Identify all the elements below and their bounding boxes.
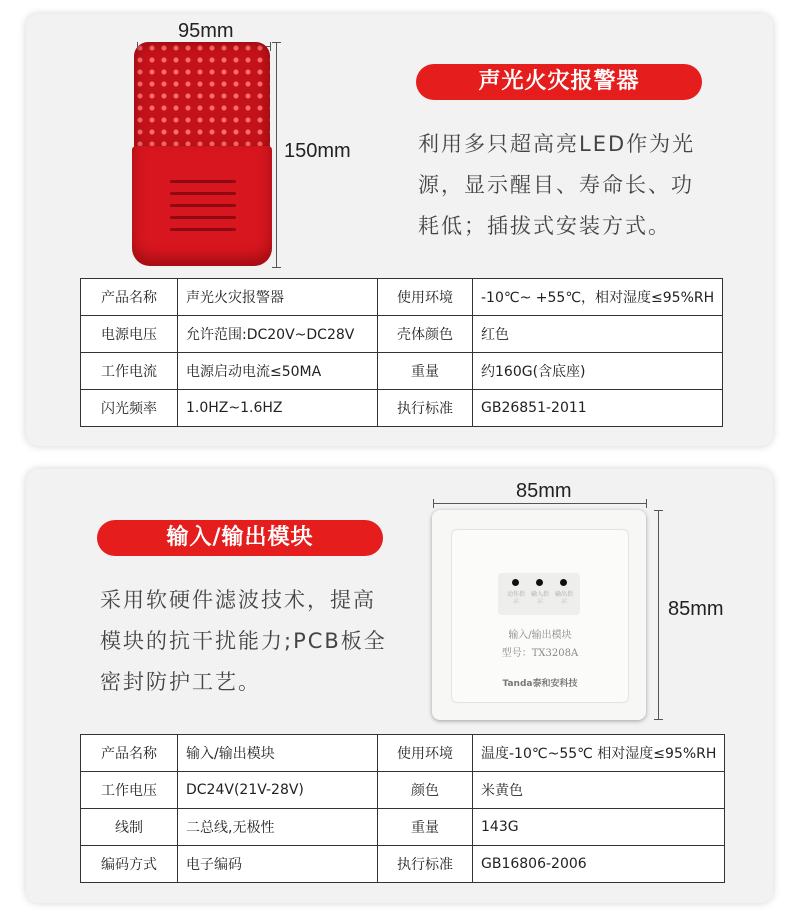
spec-table [80, 278, 723, 427]
spec-value: 温度-10℃~55℃ 相对湿度≤95%RH [473, 735, 725, 772]
table-row [81, 390, 723, 427]
dimension-tick [272, 267, 281, 268]
product-description [418, 124, 695, 247]
dimension-tick [654, 719, 663, 720]
spec-value: 二总线,无极性 [178, 809, 378, 846]
spec-table [80, 734, 725, 883]
spec-key: 电源电压 [81, 316, 178, 353]
spec-key: 执行标准 [378, 390, 473, 427]
height-dimension-line [276, 42, 277, 268]
spec-value: -10℃~ +55℃，相对湿度≤95%RH [473, 279, 723, 316]
spec-key: 使用环境 [378, 279, 473, 316]
indicator-panel [498, 573, 580, 615]
module-name-text: 输入/输出模块 [508, 630, 572, 641]
module-face [451, 529, 629, 703]
height-dimension-label: 85mm [668, 598, 724, 620]
spec-value: 允许范围:DC20V~DC28V [178, 316, 378, 353]
spec-key: 颜色 [378, 772, 473, 809]
table-row [81, 846, 725, 883]
led-label: 输出指示 [554, 591, 573, 605]
spec-value: 声光火灾报警器 [178, 279, 378, 316]
spec-key: 产品名称 [81, 735, 178, 772]
dimension-tick [646, 499, 647, 508]
spec-key: 重量 [378, 353, 473, 390]
alarm-led-lens [134, 42, 270, 150]
spec-value: 143G [473, 809, 725, 846]
spec-key: 闪光频率 [81, 390, 178, 427]
product-title-badge: 输入/输出模块 [97, 520, 383, 556]
spec-key: 编码方式 [81, 846, 178, 883]
product-title-badge: 声光火灾报警器 [416, 64, 702, 100]
table-row [81, 353, 723, 390]
spec-key: 产品名称 [81, 279, 178, 316]
led-label: 动作指示 [506, 591, 525, 605]
table-row [81, 279, 723, 316]
description-line: 采用软硬件滤波技术，提高 [100, 588, 376, 612]
spec-key: 线制 [81, 809, 178, 846]
description-line: 耗低；插拔式安装方式。 [418, 214, 671, 238]
width-dimension-label: 95mm [178, 20, 234, 42]
indicator-led [536, 579, 543, 586]
spec-key: 使用环境 [378, 735, 473, 772]
spec-key: 壳体颜色 [378, 316, 473, 353]
led-label: 输入指示 [530, 591, 549, 605]
dimension-tick [433, 499, 434, 508]
dimension-tick [272, 42, 281, 43]
module-model-text: 型号：TX3208A [501, 648, 579, 659]
height-dimension-label: 150mm [284, 140, 351, 162]
spec-key: 重量 [378, 809, 473, 846]
description-line: 密封防护工艺。 [100, 670, 261, 694]
spec-value: 电源启动电流≤50MA [178, 353, 378, 390]
alarm-device-image [132, 42, 272, 268]
spec-value: 约160G(含底座) [473, 353, 723, 390]
spec-value: 米黄色 [473, 772, 725, 809]
indicator-led [512, 579, 519, 586]
brand-logo: Tanda泰和安科技 [502, 679, 578, 689]
height-dimension-line [658, 510, 659, 720]
spec-value: GB26851-2011 [473, 390, 723, 427]
indicator-led [560, 579, 567, 586]
spec-key: 工作电流 [81, 353, 178, 390]
description-line: 模块的抗干扰能力;PCB板全 [100, 629, 387, 653]
spec-value: 输入/输出模块 [178, 735, 378, 772]
table-row [81, 316, 723, 353]
spec-key: 执行标准 [378, 846, 473, 883]
width-dimension-line [433, 503, 647, 504]
table-row [81, 809, 725, 846]
width-dimension-label: 85mm [516, 480, 572, 502]
io-module-image [432, 510, 646, 720]
description-line: 源，显示醒目、寿命长、功 [418, 173, 694, 197]
spec-value: DC24V(21V-28V) [178, 772, 378, 809]
product-description [100, 580, 387, 703]
spec-value: 红色 [473, 316, 723, 353]
spec-value: 电子编码 [178, 846, 378, 883]
spec-key: 工作电压 [81, 772, 178, 809]
table-row [81, 772, 725, 809]
spec-value: 1.0HZ~1.6HZ [178, 390, 378, 427]
table-row [81, 735, 725, 772]
dimension-tick [654, 510, 663, 511]
description-line: 利用多只超高亮LED作为光 [418, 132, 696, 156]
spec-value: GB16806-2006 [473, 846, 725, 883]
alarm-housing [132, 146, 272, 266]
